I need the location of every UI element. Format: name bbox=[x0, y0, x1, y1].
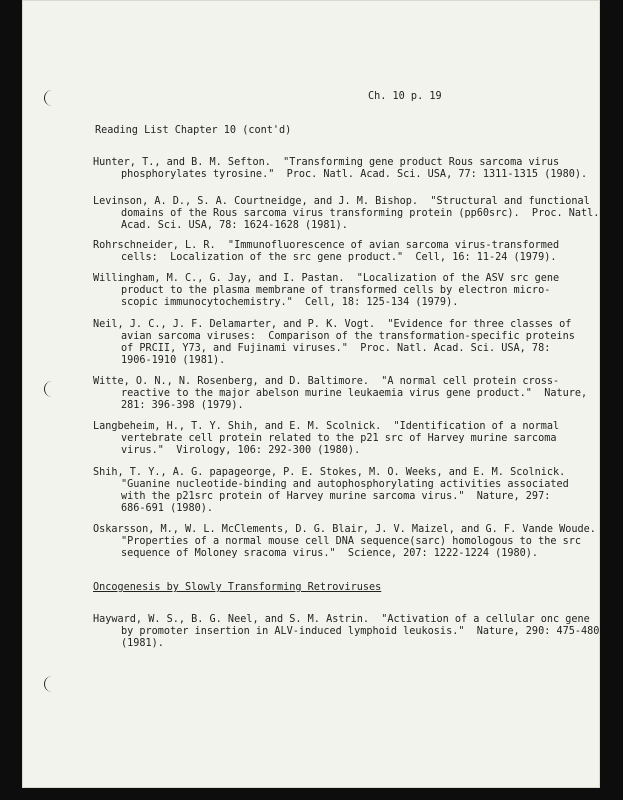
reference-line: product to the plasma membrane of transformed cells by electron micro- bbox=[121, 285, 551, 296]
reference-entry bbox=[93, 240, 593, 264]
reference-line: sequence of Moloney sracoma virus." Science, 207: 1222-1224 (1980). bbox=[121, 548, 539, 559]
section-heading: Oncogenesis by Slowly Transforming Retroviruses bbox=[93, 582, 382, 593]
reference-line: Oskarsson, M., W. L. McClements, D. G. Blair, J. V. Maizel, and G. F. Vande Woude. bbox=[93, 524, 596, 535]
reference-line: Langbeheim, H., T. Y. Shih, and E. M. Scolnick. "Identification of a normal bbox=[93, 421, 560, 432]
reference-entry bbox=[93, 614, 600, 650]
reference-entry bbox=[93, 157, 593, 181]
reference-line: Willingham, M. C., G. Jay, and I. Pastan. "Localization of the ASV src gene bbox=[93, 273, 560, 284]
reference-entry bbox=[93, 467, 593, 515]
reference-line: phosphorylates tyrosine." Proc. Natl. Acad. Sci. USA, 77: 1311-1315 (1980). bbox=[121, 169, 588, 180]
reference-line: 281: 396-398 (1979). bbox=[121, 400, 244, 411]
reference-line: virus." Virology, 106: 292-300 (1980). bbox=[121, 445, 361, 456]
reference-line: Rohrschneider, L. R. "Immunofluorescence of avian sarcoma virus-transformed bbox=[93, 240, 560, 251]
reference-line: of PRCII, Y73, and Fujinami viruses." Proc. Natl. Acad. Sci. USA, 78: bbox=[121, 343, 551, 354]
reference-line: Hunter, T., and B. M. Sefton. "Transforming gene product Rous sarcoma virus bbox=[93, 157, 560, 168]
reference-line: Acad. Sci. USA, 78: 1624-1628 (1981). bbox=[121, 220, 348, 231]
reading-list-title: Reading List Chapter 10 (cont'd) bbox=[95, 125, 292, 136]
reference-entry bbox=[93, 376, 593, 412]
reference-entry bbox=[93, 319, 593, 367]
reference-entry bbox=[93, 273, 593, 309]
reference-entry bbox=[93, 196, 600, 232]
reference-line: domains of the Rous sarcoma virus transforming protein (pp60src). Proc. Natl. bbox=[121, 208, 600, 219]
reference-line: Hayward, W. S., B. G. Neel, and S. M. Astrin. "Activation of a cellular onc gene bbox=[93, 614, 590, 625]
reference-line: scopic immunocytochemistry." Cell, 18: 125-134 (1979). bbox=[121, 297, 459, 308]
reference-line: avian sarcoma viruses: Comparison of the transformation-specific proteins bbox=[121, 331, 575, 342]
reference-entry bbox=[93, 524, 596, 560]
reference-line: 686-691 (1980). bbox=[121, 503, 214, 514]
reference-line: Neil, J. C., J. F. Delamarter, and P. K. Vogt. "Evidence for three classes of bbox=[93, 319, 572, 330]
binder-hole-mark bbox=[44, 676, 55, 692]
binder-hole-mark bbox=[44, 90, 55, 106]
reference-line: by promoter insertion in ALV-induced lymphoid leukosis." Nature, 290: 475-480 bbox=[121, 626, 600, 637]
reference-line: with the p21src protein of Harvey murine sarcoma virus." Nature, 297: bbox=[121, 491, 551, 502]
scan-edge bbox=[0, 788, 623, 800]
reference-line: "Properties of a normal mouse cell DNA sequence(sarc) homologous to the src bbox=[121, 536, 582, 547]
reference-entry bbox=[93, 421, 593, 457]
document-page bbox=[22, 0, 600, 788]
reference-line: "Guanine nucleotide-binding and autophosphorylating activities associated bbox=[121, 479, 569, 490]
reference-line: Shih, T. Y., A. G. papageorge, P. E. Stokes, M. O. Weeks, and E. M. Scolnick. bbox=[93, 467, 566, 478]
reference-line: vertebrate cell protein related to the p21 src of Harvey murine sarcoma bbox=[121, 433, 557, 444]
binder-hole-mark bbox=[44, 381, 55, 397]
page-number-header: Ch. 10 p. 19 bbox=[368, 91, 442, 102]
reference-line: cells: Localization of the src gene product." Cell, 16: 11-24 (1979). bbox=[121, 252, 557, 263]
reference-line: 1906-1910 (1981). bbox=[121, 355, 226, 366]
reference-line: reactive to the major abelson murine leukaemia virus gene product." Nature, bbox=[121, 388, 588, 399]
reference-line: Witte, O. N., N. Rosenberg, and D. Baltimore. "A normal cell protein cross- bbox=[93, 376, 560, 387]
reference-line: Levinson, A. D., S. A. Courtneidge, and J. M. Bishop. "Structural and functional bbox=[93, 196, 590, 207]
reference-line: (1981). bbox=[121, 638, 164, 649]
